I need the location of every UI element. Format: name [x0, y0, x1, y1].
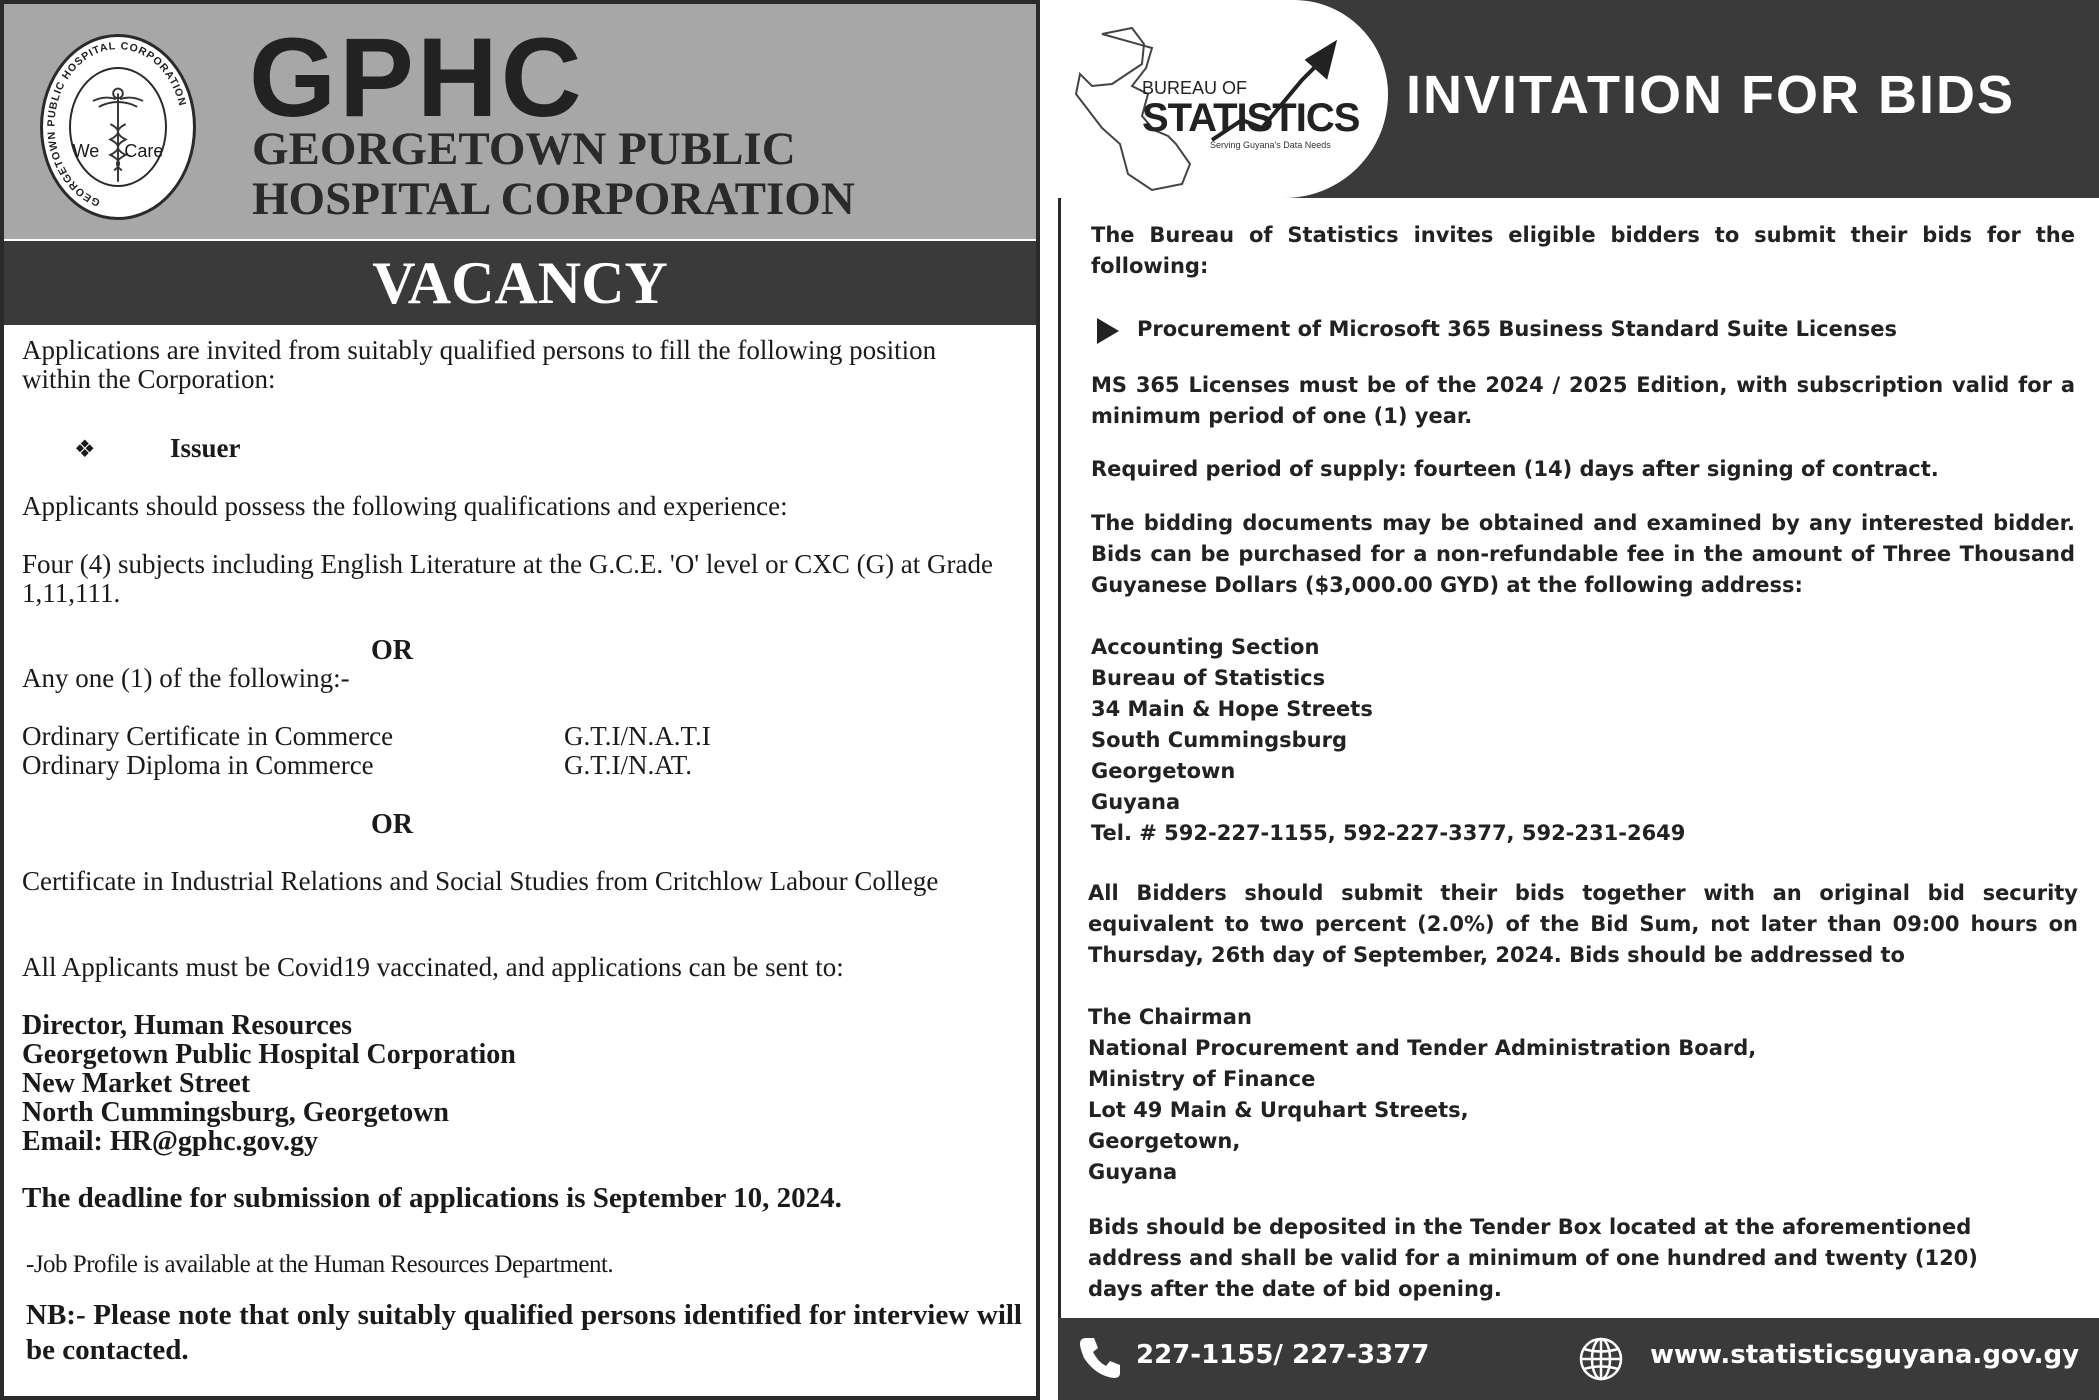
- addressee-block: [1088, 1002, 2072, 1188]
- address-line: Accounting Section: [1091, 635, 1320, 659]
- job-profile-note: -Job Profile is available at the Human Resources Department.: [26, 1251, 614, 1278]
- vacancy-banner: VACANCY: [4, 241, 1036, 325]
- cert-1-institution: G.T.I/N.A.T.I: [564, 721, 711, 751]
- deposit-note: Bids should be deposited in the Tender Box located at the aforementioned address and shall be valid for a minimum of one hundred and twenty (120) days after the date of bid opening.: [1088, 1215, 1978, 1301]
- qualifications-intro: Applicants should possess the following qualifications and experience:: [22, 491, 788, 521]
- qualification-option-1: Four (4) subjects including English Literature at the G.C.E. 'O' level or CXC (G) at Grade 1,11,111.: [22, 549, 993, 608]
- phone-icon: [1076, 1334, 1124, 1382]
- address-line: Georgetown: [1091, 759, 1236, 783]
- address-line: New Market Street: [22, 1068, 251, 1099]
- or-separator-2: OR: [371, 809, 413, 840]
- application-address: [22, 1011, 1022, 1156]
- bos-logo: [1058, 0, 1388, 198]
- footer-website-link[interactable]: www.statisticsguyana.gov.gy: [1650, 1340, 2080, 1370]
- cert-row-1: [22, 722, 1022, 751]
- vacancy-intro: Applications are invited from suitably qualified persons to fill the following position within the Corporation:: [22, 335, 937, 394]
- supply-period: Required period of supply: fourteen (14) days after signing of contract.: [1091, 457, 1939, 481]
- licenses-note: MS 365 Licenses must be of the 2024 / 2025 Edition, with subscription valid for a minimum period of one (1) year.: [1091, 373, 2075, 428]
- covid-note: All Applicants must be Covid19 vaccinated, and applications can be sent to:: [22, 952, 844, 982]
- bos-logo-bureau: BUREAU OF: [1142, 78, 1248, 98]
- gphc-name-line2: HOSPITAL CORPORATION: [252, 173, 855, 225]
- purchase-address: [1091, 632, 2075, 849]
- address-line: Georgetown,: [1088, 1129, 1241, 1153]
- or-separator-1: OR: [371, 635, 413, 666]
- seal-ring-text: GEORGETOWN PUBLIC HOSPITAL CORPORATION: [45, 40, 189, 209]
- bos-body: [1058, 198, 2099, 1318]
- address-line: North Cummingsburg, Georgetown: [22, 1097, 449, 1128]
- bos-invitation-ad: [1058, 0, 2099, 1400]
- gphc-name-line1: GEORGETOWN PUBLIC: [252, 123, 796, 175]
- diamond-bullet-icon: ❖: [74, 437, 96, 463]
- globe-icon: [1578, 1336, 1624, 1382]
- cert-row-2: [22, 751, 1022, 780]
- cert-2-name: Ordinary Diploma in Commerce: [22, 750, 374, 780]
- position-title: Issuer: [170, 433, 241, 463]
- gphc-full-name: [252, 124, 892, 224]
- gphc-vacancy-ad: [0, 0, 1040, 1400]
- address-line: Georgetown Public Hospital Corporation: [22, 1039, 516, 1070]
- address-line: The Chairman: [1088, 1005, 1252, 1029]
- address-line: Guyana: [1088, 1160, 1178, 1184]
- cert-2-institution: G.T.I/N.AT.: [564, 750, 692, 780]
- nb-note: NB:- Please note that only suitably qualified persons identified for interview will be contacted.: [26, 1299, 1022, 1366]
- qualification-option-3: Certificate in Industrial Relations and Social Studies from Critchlow Labour College: [22, 866, 939, 896]
- cert-1-name: Ordinary Certificate in Commerce: [22, 721, 394, 751]
- bos-footer: [1058, 1318, 2099, 1400]
- play-arrow-icon: [1097, 318, 1119, 344]
- gphc-acronym: GPHC: [249, 15, 585, 140]
- submission-note: All Bidders should submit their bids together with an original bid security equivalent to two percent (2.0%) of the Bid Sum, not later than 09:00 hours on Thursday, 26th day of September, 2024. Bids should be addressed to: [1088, 881, 2078, 967]
- address-line: 34 Main & Hope Streets: [1091, 697, 1373, 721]
- procurement-item: Procurement of Microsoft 365 Business Standard Suite Licenses: [1137, 317, 1898, 341]
- bos-logo-tagline: Serving Guyana's Data Needs: [1210, 140, 1331, 150]
- bos-logo-statistics: STATISTICS: [1142, 96, 1360, 140]
- telephone-line: Tel. # 592-227-1155, 592-227-3377, 592-231-2649: [1091, 821, 1686, 845]
- seal-motto: [43, 141, 193, 162]
- bidding-documents-note: The bidding documents may be obtained and examined by any interested bidder. Bids can be purchased for a non-refundable fee in the amount of Three Thousand Guyanese Dollars ($3,000.00 GYD) at the following address:: [1091, 511, 2075, 597]
- any-one-following: Any one (1) of the following:-: [22, 663, 350, 693]
- email-line: Email: HR@gphc.gov.gy: [22, 1126, 318, 1157]
- gphc-seal-logo: [40, 34, 196, 220]
- seal-motto-we: We: [72, 141, 100, 161]
- deadline-note: The deadline for submission of applications is September 10, 2024.: [22, 1182, 842, 1214]
- address-line: Ministry of Finance: [1088, 1067, 1316, 1091]
- address-line: Director, Human Resources: [22, 1010, 352, 1041]
- address-line: Lot 49 Main & Urquhart Streets,: [1088, 1098, 1469, 1122]
- address-line: Guyana: [1091, 790, 1181, 814]
- invitation-title: INVITATION FOR BIDS: [1406, 65, 2015, 125]
- bos-intro: The Bureau of Statistics invites eligible bidders to submit their bids for the following:: [1091, 223, 2075, 278]
- seal-motto-care: Care: [124, 141, 164, 161]
- address-line: Bureau of Statistics: [1091, 666, 1326, 690]
- gphc-header: [4, 4, 1036, 239]
- address-line: National Procurement and Tender Administration Board,: [1088, 1036, 1757, 1060]
- address-line: South Cummingsburg: [1091, 728, 1347, 752]
- footer-phone: 227-1155/ 227-3377: [1136, 1340, 1430, 1370]
